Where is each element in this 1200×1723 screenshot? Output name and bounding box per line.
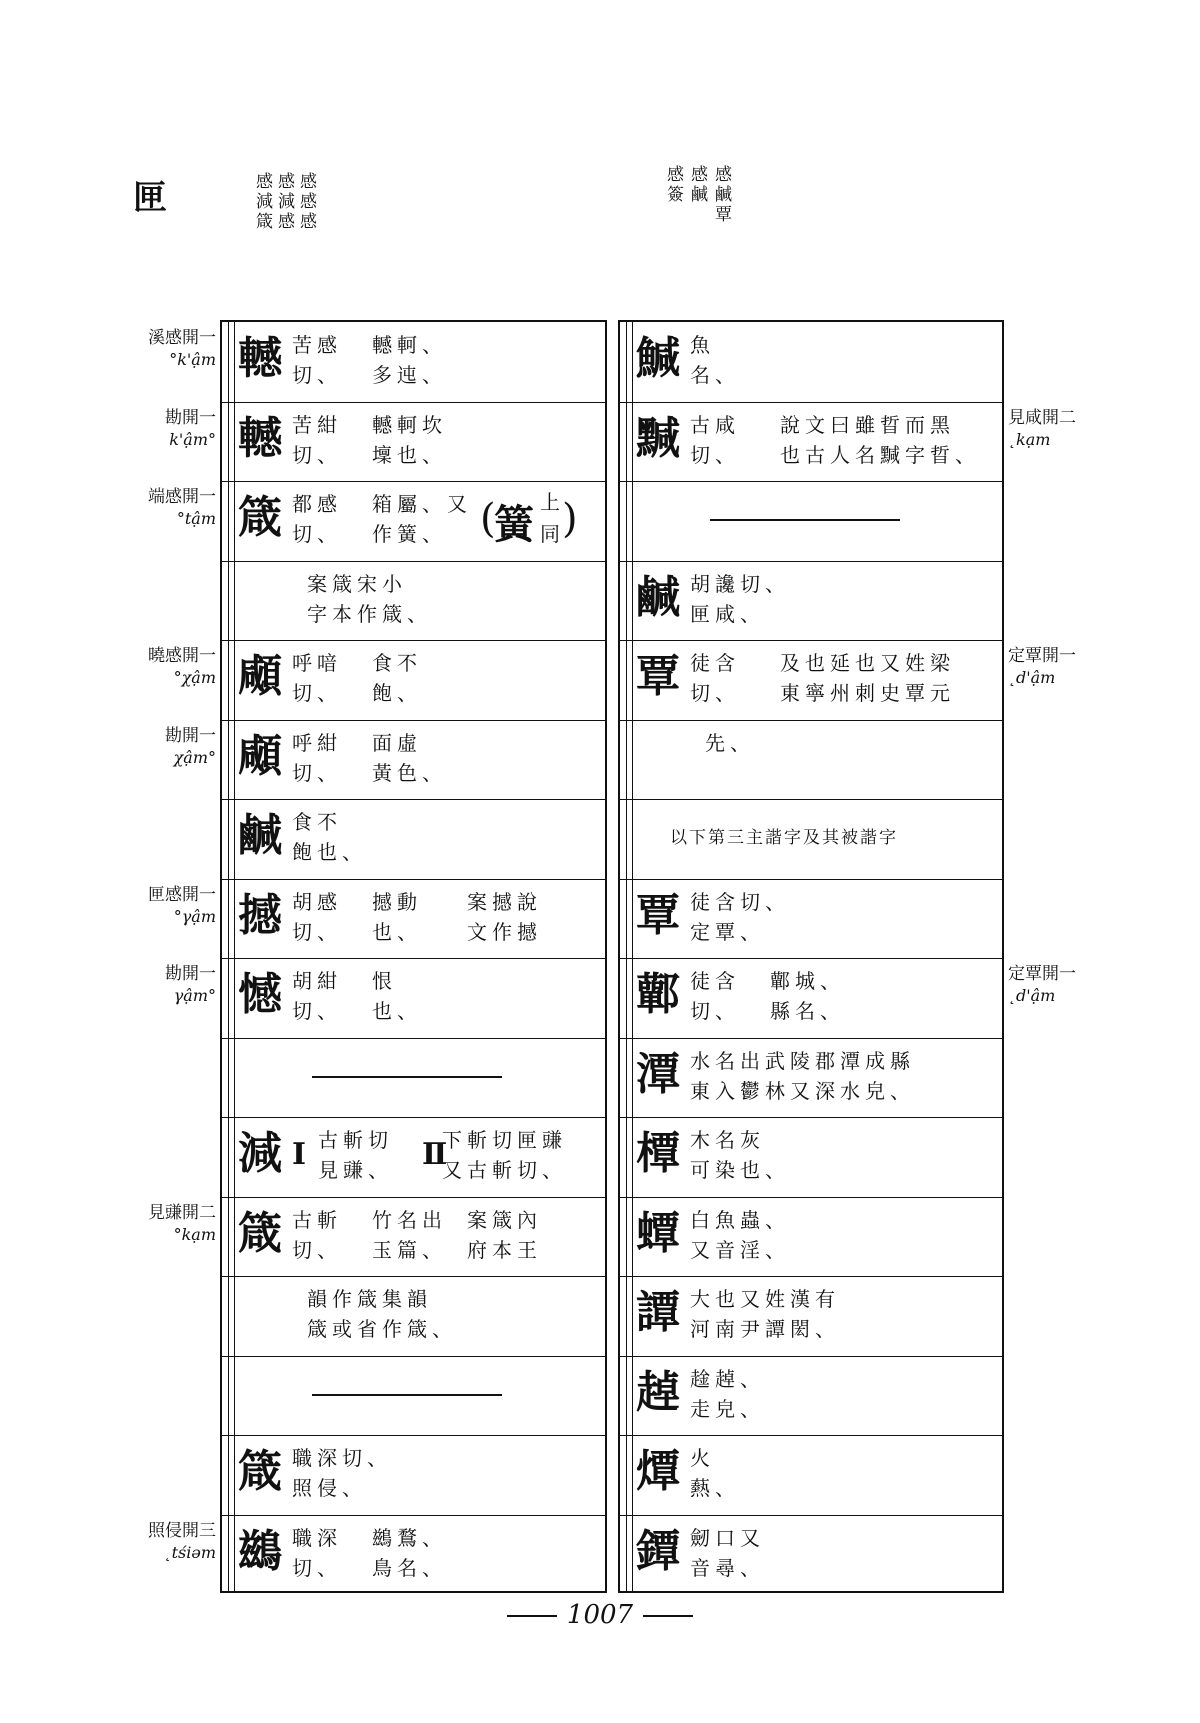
gloss-e-1: 案箴內 (467, 1207, 542, 1232)
gloss-a-1: 趛趠、 (690, 1366, 765, 1391)
gloss-a-1: 木名灰 (690, 1128, 765, 1152)
gloss-a-2: 切、 (690, 681, 740, 705)
phonetic-category: 端感開一 (148, 487, 216, 507)
gloss-b-2: 縣名、 (770, 999, 845, 1023)
head-character: 鐔 (636, 1525, 680, 1577)
phonetic-category: 照侵開三 (148, 1520, 216, 1541)
gloss-a-1: 職深 (292, 1525, 342, 1550)
entry-row (222, 1435, 605, 1516)
entry-row (222, 1117, 605, 1198)
gloss-a-2: 切、 (690, 442, 740, 467)
gloss-a-2: 河南尹譚閎、 (690, 1317, 840, 1341)
entry-row (620, 958, 1002, 1039)
gloss-a-2: 又音淫、 (690, 1237, 790, 1262)
gloss-a-2: 爇、 (690, 1476, 740, 1500)
gloss-a-1: 胡感 (292, 889, 342, 914)
head-character: 潭 (636, 1048, 680, 1100)
entry-row (620, 1276, 1002, 1357)
gloss-a-2: 切、 (292, 999, 342, 1023)
head-character: 覃 (636, 651, 680, 702)
gloss-b-2: 玉篇、 (372, 1237, 447, 1262)
head-character: 鹹 (238, 810, 282, 861)
gloss-a-2: 東入鬱林又深水皃、 (690, 1078, 915, 1103)
entry-row (222, 402, 605, 483)
entry-row (222, 720, 605, 801)
gloss-a-1: 苦感 (292, 333, 342, 357)
roman-numeral-1: Ⅰ (292, 1137, 307, 1172)
gloss-e-1: 案撼說 (467, 889, 542, 914)
gloss-a-1: 古斬 (292, 1207, 342, 1232)
gloss-a-1: 白魚蟲、 (690, 1207, 790, 1232)
gloss-a-2: 名、 (690, 363, 740, 387)
entry-row (222, 799, 605, 880)
gloss-e-2: 文作撼 (467, 919, 542, 944)
phonetic-category: 勘開一 (165, 964, 216, 984)
entry-row (222, 1197, 605, 1278)
phonetic-note (165, 726, 216, 768)
gloss-a-1: 火 (690, 1446, 715, 1470)
continuation-line-2: 箴或省作箴、 (307, 1317, 457, 1341)
gloss-a-1: 職深切、 (292, 1446, 392, 1470)
phonetic-note (148, 885, 216, 927)
variant-character: 簧 (494, 501, 534, 548)
gloss-b-2: 黃色、 (372, 760, 447, 785)
separator-line (312, 1394, 502, 1396)
phonetic-note (1008, 646, 1076, 688)
header-left-col-2: 感減感 (274, 172, 294, 232)
left-column (220, 320, 607, 1593)
gloss-b-1: 竹名出 (372, 1207, 447, 1232)
entry-row (222, 1515, 605, 1595)
phonetic-note (1008, 964, 1076, 1006)
phonetic-reading: °χậm (173, 668, 216, 687)
entry-row (222, 1276, 605, 1357)
head-character: 鄿 (636, 969, 680, 1020)
entry-row (620, 481, 1002, 562)
head-character: 橝 (636, 1128, 680, 1179)
phonetic-category: 匣感開一 (148, 884, 216, 905)
entry-row (620, 799, 1002, 880)
gloss-a-2: 定覃、 (690, 919, 765, 944)
entry-row (222, 640, 605, 721)
header-left-col-3: 感減箴 (252, 172, 272, 232)
gloss-b-2: 又古斬切、 (442, 1158, 567, 1182)
head-character: 蟫 (636, 1207, 680, 1259)
phonetic-reading: χậm° (173, 747, 216, 767)
gloss-a-1: 胡讒切、 (690, 571, 790, 596)
phonetic-note (148, 487, 216, 529)
entry-row (222, 481, 605, 562)
gloss-a-2: 切、 (292, 1555, 342, 1580)
gloss-b-2: 也、 (372, 919, 422, 944)
gloss-a-2: 切、 (292, 760, 342, 785)
phonetic-reading: °kạm (173, 1224, 216, 1244)
section-heading: 以下第三主諧字及其被諧字 (670, 828, 898, 848)
gloss-a-1: 徒含 (690, 651, 740, 675)
phonetic-reading: ˛d'ậm (1008, 986, 1056, 1005)
gloss-a-2: 走皃、 (690, 1396, 765, 1421)
head-character: 顑 (238, 730, 282, 782)
head-character: 顑 (238, 651, 282, 702)
phonetic-note (165, 408, 216, 450)
head-character: 減 (238, 1128, 282, 1179)
phonetic-reading: ˛tśiəm (163, 1542, 216, 1562)
gloss-b-2: 作簧、 (372, 522, 447, 546)
gloss-b-1: 及也延也又姓梁 (780, 651, 955, 675)
continuation-line-1: 案箴宋小 (307, 571, 407, 596)
gloss-a-2: 音尋、 (690, 1555, 765, 1580)
entry-row (620, 640, 1002, 721)
gloss-b-1: 說文曰雖晢而黑 (780, 412, 955, 437)
gloss-b-1: 食不 (372, 651, 422, 675)
phonetic-category: 定覃開一 (1008, 964, 1076, 984)
gloss-a-2: 照侵、 (292, 1476, 367, 1500)
entry-row (620, 720, 1002, 801)
entry-row (620, 879, 1002, 960)
entry-row (620, 1197, 1002, 1278)
separator-line (312, 1076, 502, 1078)
phonetic-reading: °k'ậm (169, 350, 216, 369)
phonetic-note (165, 964, 216, 1006)
gloss-a-2: 切、 (690, 999, 740, 1023)
entry-row (620, 402, 1002, 483)
entry-row (620, 1117, 1002, 1198)
phonetic-category: 定覃開一 (1008, 646, 1076, 666)
gloss-a-2: 切、 (292, 1237, 342, 1262)
header-right-col-2: 感鹹 (687, 165, 707, 205)
entry-row (620, 1356, 1002, 1437)
head-character: 箴 (238, 1446, 282, 1497)
footer-rule (507, 1615, 557, 1617)
continuation-line-1: 韻作箴集韻 (307, 1287, 432, 1311)
phonetic-reading: ˛d'ậm (1008, 668, 1056, 687)
phonetic-category: 曉感開一 (148, 646, 216, 666)
gloss-a-2: 切、 (292, 522, 342, 546)
head-character: 轗 (238, 412, 282, 464)
continuation-line-2: 字本作箴、 (307, 601, 432, 626)
head-character: 撼 (238, 889, 282, 941)
separator-line (710, 519, 900, 521)
head-character: 燂 (636, 1446, 680, 1497)
entry-row (222, 1356, 605, 1437)
gloss-b-1: 轗軻、 (372, 333, 447, 357)
continuation-line-1: 先、 (705, 730, 755, 755)
phonetic-reading: ˛kạm (1008, 429, 1051, 449)
gloss-b-1: 鷀鶩、 (372, 1525, 447, 1550)
phonetic-reading: k'ậm° (169, 429, 216, 449)
gloss-a-1: 呼紺 (292, 730, 342, 755)
entry-row (620, 1435, 1002, 1516)
phonetic-category: 勘開一 (165, 725, 216, 746)
gloss-b-2: 也古人名黬字晢、 (780, 442, 980, 467)
gloss-a-1: 胡紺 (292, 969, 342, 993)
gloss-b-2: 飽、 (372, 681, 422, 705)
phonetic-reading: γậm° (173, 986, 216, 1005)
page-footer (0, 1600, 1200, 1630)
head-character: 鷀 (238, 1525, 282, 1577)
gloss-b-1: 鄿城、 (770, 969, 845, 993)
gloss-a-1: 劒口又 (690, 1525, 765, 1550)
entry-row (620, 1515, 1002, 1595)
gloss-a-2: 見豏、 (318, 1158, 393, 1182)
entry-row (222, 958, 605, 1039)
phonetic-category: 勘開一 (165, 407, 216, 428)
head-character: 鰔 (636, 333, 680, 384)
head-character: 箴 (238, 492, 282, 543)
gloss-a-2: 匣咸、 (690, 601, 765, 626)
gloss-b-2: 東寧州刺史覃元 (780, 681, 955, 705)
phonetic-reading: °γậm (173, 906, 216, 926)
head-character: 趠 (636, 1366, 680, 1418)
gloss-a-1: 徒含 (690, 969, 740, 993)
gloss-b-1: 面虛 (372, 730, 422, 755)
head-character: 覃 (636, 889, 680, 941)
entry-row (222, 322, 605, 403)
header-right-col-3: 感簽 (663, 165, 683, 205)
gloss-b-1: 撼動 (372, 889, 422, 914)
head-character: 憾 (238, 969, 282, 1020)
gloss-a-1: 徒含切、 (690, 889, 790, 914)
footer-rule (643, 1615, 693, 1617)
gloss-a-2: 可染也、 (690, 1158, 790, 1182)
gloss-a-1: 都感 (292, 492, 342, 516)
entry-row (620, 561, 1002, 642)
phonetic-note (148, 328, 216, 370)
gloss-a-2: 切、 (292, 681, 342, 705)
phonetic-note (148, 1521, 216, 1563)
head-character: 黬 (636, 412, 680, 464)
paren-close: ) (562, 496, 578, 542)
phonetic-category: 見豏開二 (148, 1202, 216, 1223)
gloss-b-1: 轗軻坎 (372, 412, 447, 437)
gloss-b-1: 箱屬、又 (372, 492, 472, 516)
gloss-a-1: 水名出武陵郡潭成縣 (690, 1048, 915, 1073)
gloss-a-2: 切、 (292, 919, 342, 944)
gloss-b-2: 也、 (372, 999, 422, 1023)
entry-row (222, 879, 605, 960)
gloss-a-2: 切、 (292, 363, 342, 387)
gloss-a-1: 大也又姓漢有 (690, 1287, 840, 1311)
head-character: 轗 (238, 333, 282, 384)
gloss-a-1: 魚 (690, 333, 715, 357)
head-character: 鹹 (636, 571, 680, 623)
page-number: 1007 (566, 1600, 634, 1630)
entry-row (620, 1038, 1002, 1119)
gloss-a-1: 呼喑 (292, 651, 342, 675)
gloss-b-1: 恨 (372, 969, 397, 993)
head-character: 譚 (636, 1287, 680, 1338)
gloss-a-2: 切、 (292, 442, 342, 467)
phonetic-note (148, 646, 216, 688)
right-column (618, 320, 1004, 1593)
roman-numeral-2: Ⅱ (422, 1137, 448, 1172)
phonetic-note (148, 1203, 216, 1245)
gloss-a-1: 食不 (292, 810, 342, 834)
paren-open: ( (480, 496, 496, 542)
variant-note-1: 上 (540, 490, 560, 514)
entry-row (620, 322, 1002, 403)
header-left-col-1: 感感感 (296, 172, 316, 232)
gloss-a-2: 飽也、 (292, 840, 367, 864)
entry-row (222, 561, 605, 642)
entry-row (222, 1038, 605, 1119)
gloss-a-1: 古咸 (690, 412, 740, 437)
phonetic-category: 見咸開二 (1008, 407, 1076, 428)
header-right-col-1: 感鹹覃 (711, 165, 731, 225)
gloss-b-2: 壈也、 (372, 442, 447, 467)
phonetic-reading: °tậm (176, 509, 216, 528)
gloss-b-2: 鳥名、 (372, 1555, 447, 1580)
gloss-b-1: 下斬切匣豏 (442, 1128, 567, 1152)
phonetic-note (1008, 408, 1076, 450)
gloss-e-2: 府本王 (467, 1237, 542, 1262)
gloss-a-1: 苦紺 (292, 412, 342, 437)
gloss-a-1: 古斬切 (318, 1128, 393, 1152)
variant-note-2: 同 (540, 522, 560, 546)
gloss-b-2: 多迍、 (372, 363, 447, 387)
phonetic-category: 溪感開一 (148, 328, 216, 348)
head-character: 箴 (238, 1207, 282, 1259)
rhyme-title: 匣 (133, 178, 167, 218)
